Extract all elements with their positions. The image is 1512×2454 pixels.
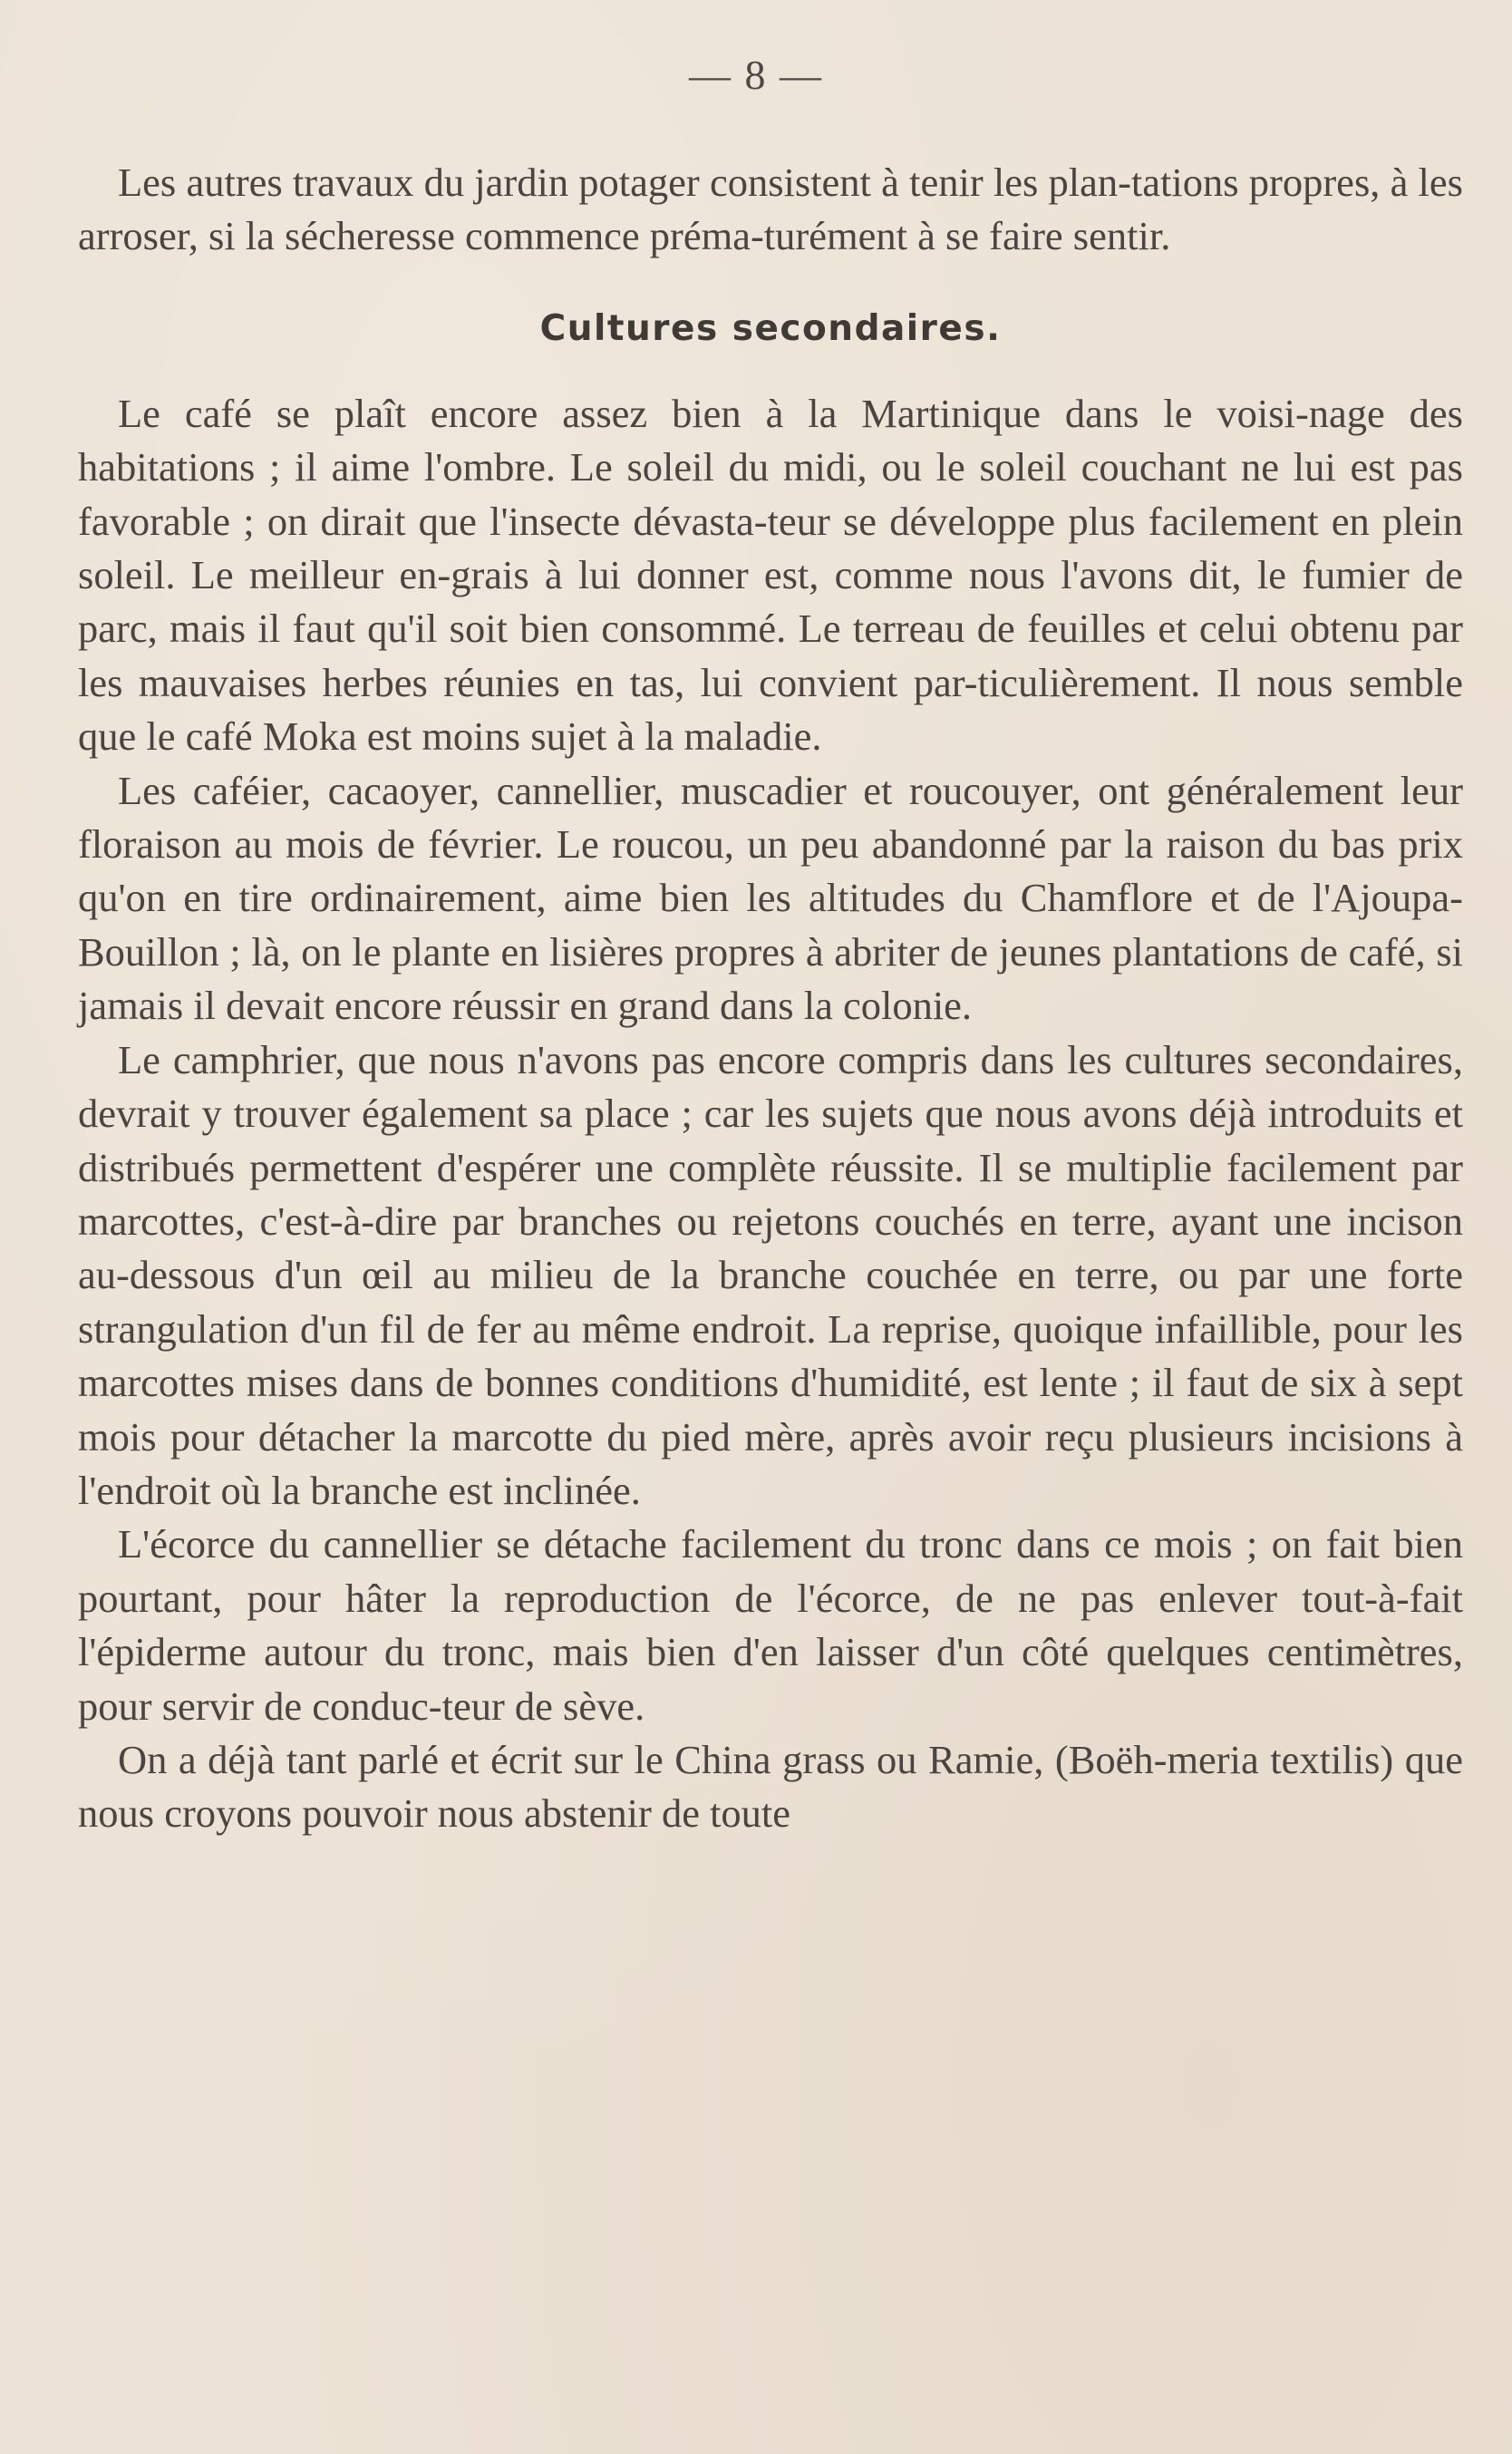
text-body <box>78 156 1463 1841</box>
section-heading: Cultures secondaires. <box>539 307 1002 349</box>
paragraph-camphor: Le camphrier, que nous n'avons pas encore compris dans les cultures secondaires, devrait y trouver également sa place ; car les sujets que nous avons déjà introduits et distribués permettent d'espérer une complète réussite. Il se multiplie facilement par marcottes, c'est-à-dire par branches ou rejetons couchés en terre, ayant une incison au-dessous d'un œil au milieu de la branche couchée en terre, ou par une forte strangulation d'un fil de fer au même endroit. La reprise, quoique infaillible, pour les marcottes mises dans de bonnes conditions d'humidité, est lente ; il faut de six à sept mois pour détacher la marcotte du pied mère, après avoir reçu plusieurs incisions à l'endroit où la branche est inclinée. <box>78 1036 1463 1513</box>
intro-paragraph: Les autres travaux du jardin potager consistent à tenir les plan-tations propres, à les arroser, si la sécheresse commence préma-turément à se faire sentir. <box>78 160 1463 259</box>
paragraph-coffee: Le café se plaît encore assez bien à la Martinique dans le voisi-nage des habitations ; il aime l'ombre. Le soleil du midi, ou le soleil couchant ne lui est pas favorable ; on dirait que l'insecte dévasta-teur se développe plus facilement en plein soleil. Le meilleur en-grais à lui donner est, comme nous l'avons dit, le fumier de parc, mais il faut qu'il soit bien consommé. Le terreau de feuilles et celui obtenu par les mauvaises herbes réunies en tas, lui convient par-ticulièrement. Il nous semble que le café Moka est moins sujet à la maladie. <box>78 390 1463 760</box>
paragraph-ramie: On a déjà tant parlé et écrit sur le China grass ou Ramie, (Boëh-meria textilis) que nous croyons pouvoir nous abstenir de toute <box>78 1736 1463 1837</box>
page-number: — 8 — <box>689 52 823 98</box>
paragraph-flowering: Les caféier, cacaoyer, cannellier, muscadier et roucouyer, ont généralement leur floraison au mois de février. Le roucou, un peu abandonné par la raison du bas prix qu'on en tire ordinairement, aime bien les altitudes du Chamflore et de l'Ajoupa-Bouillon ; là, on le plante en lisières propres à abriter de jeunes plantations de café, si jamais il devait encore réussir en grand dans la colonie. <box>78 767 1463 1029</box>
paragraph-cinnamon-bark: L'écorce du cannellier se détache facilement du tronc dans ce mois ; on fait bien pourtant, pour hâter la reproduction de l'écorce, de ne pas enlever tout-à-fait l'épiderme autour du tronc, mais bien d'en laisser d'un côté quelques centimètres, pour servir de conduc-teur de sève. <box>78 1521 1463 1729</box>
